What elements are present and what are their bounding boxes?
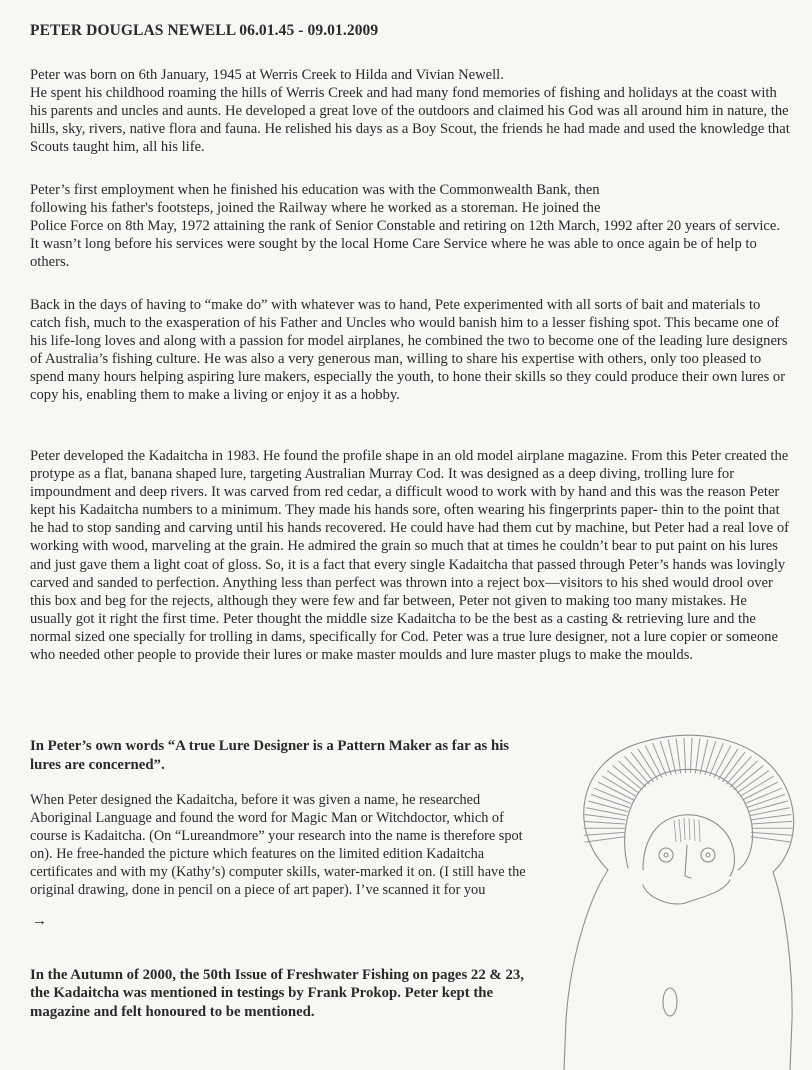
right-arrow-icon: → [32, 913, 47, 929]
paragraph-lure-making [30, 296, 792, 405]
halo-ray [588, 801, 627, 812]
paragraph-text: Peter’s first employment when he finished his education was with the Commonwealth Bank, then following his father's footsteps, joined the Railway where he worked as a storeman. He joined the Police Force on 8th May, 1972 attaining the rank of Senior Constable and retiring on 12th March, 1992 after 20 years of service. It wasn’t long before his services were sought by the local Home Care Service where he was able to once again be of help to others. [30, 182, 781, 271]
halo-ray [591, 795, 629, 808]
halo-ray [751, 837, 792, 843]
pattern-maker-quote: In Peter’s own words “A true Lure Designer is a Pattern Maker as far as his lures are concerned”. [30, 738, 510, 773]
halo-ray [750, 808, 790, 816]
halo-ray [690, 738, 692, 773]
document-title: PETER DOUGLAS NEWELL 06.01.45 - 09.01.2009 [30, 22, 379, 39]
halo-ray [747, 795, 785, 808]
paragraph-text: Peter developed the Kadaitcha in 1983. He found the profile shape in an old model airplane magazine. From this Peter created the protype as a flat, banana shaped lure, targeting Australian Murray Cod. It was designed as a deep diving, trolling lure for impoundment and deep rivers. It was carved from red cedar, a difficult wood to work with by hand and this was the reason Peter kept his Kadaitcha numbers to a minimum. They made his hands sore, often wearing his fingerprints paper- thin to the point that he had to stop sanding and carving until his hands recovered. He could have had them cut by machine, but Peter had a real love of working with wood, marveling at the grain. He admired the grain so much that at times he couldn’t bear to put paint on his lures and just gave them a light coat of gloss. So, it is a fact that every single Kadaitcha that passed through Peter’s hands was lovingly carved and sanded to perfection. Anything less than perfect was thrown into a reject box—visitors to his shed would drool over this box and beg for the rejects, although they were few and far between, Peter not given to making too many mistakes. He usually got it right the first time. Peter thought the middle size Kadaitcha to be the best as a casting & retrieving lure and the normal sized one specially for trolling in dams, specifically for Cod. Peter was a true lure designer, not a lure copier or someone who needed other people to provide their lures or make master moulds and lure master plugs to make the moulds. [30, 448, 790, 664]
kadaitcha-drawing [548, 720, 810, 1070]
halo-ray [586, 808, 626, 816]
halo-ray [676, 738, 681, 773]
halo-ray [585, 837, 626, 843]
halo-ray [584, 832, 625, 835]
halo-ray [751, 832, 792, 835]
halo-ray [751, 815, 792, 820]
halo-ray [584, 821, 625, 824]
paragraph-text: Back in the days of having to “make do” with whatever was to hand, Pete experimented with all sorts of bait and materials to catch fish, much to the exasperation of his Father and Uncles who would banish him to a lesser fishing spot. This became one of his life-long loves and along with a passion for model airplanes, he combined the two to become one of the leading lure designers of Australia’s fishing culture. He was also a very generous man, willing to share his expertise with others, only too pleased to spend many hours helping aspiring lure makers, especially the youth, to hone their skills so they could produce their own lures or copy his, enabling them to make a living or enjoy it as a hobby. [30, 297, 788, 404]
halo-ray [684, 738, 686, 773]
paragraph-kadaitcha-name: When Peter designed the Kadaitcha, before it was given a name, he researched Aboriginal Language and found the word for Magic Man or Witchdoctor, which of course is Kadaitcha. (On “Lureandmore” your research into the name is therefore spot on). He free-handed the picture which features on the limited edition Kadaitcha certificates and with my (Kathy’s) computer skills, water-marked it on. (I still have the original drawing, done in pencil on a piece of art paper). I’ve scanned it for you [30, 792, 526, 899]
halo-ray [748, 801, 787, 812]
halo-ray [585, 815, 626, 820]
halo-ray [653, 743, 667, 776]
paragraph-early-life [30, 66, 792, 156]
halo-ray [695, 738, 700, 773]
closing-paragraph: In the Autumn of 2000, the 50th Issue of Freshwater Fishing on pages 22 & 23, the Kadaitcha was mentioned in testings by Frank Prokop. Peter kept the magazine and felt honoured to be mentioned. [30, 967, 524, 1020]
paragraph-employment [30, 181, 792, 271]
paragraph-kadaitcha-history [30, 447, 792, 664]
paragraph-text: Peter was born on 6th January, 1945 at Werris Creek to Hilda and Vivian Newell. He spent his childhood roaming the hills of Werris Creek and had many fond memories of fishing and holidays at the coast with his parents and uncles and aunts. He developed a great love of the outdoors and claimed his God was all around him in nature, the hills, sky, rivers, native flora and fauna. He relished his days as a Boy Scout, the friends he had made and used the knowledge that Scouts taught him, all his life. [30, 67, 790, 156]
halo-ray [709, 743, 723, 776]
halo-ray [751, 821, 792, 824]
